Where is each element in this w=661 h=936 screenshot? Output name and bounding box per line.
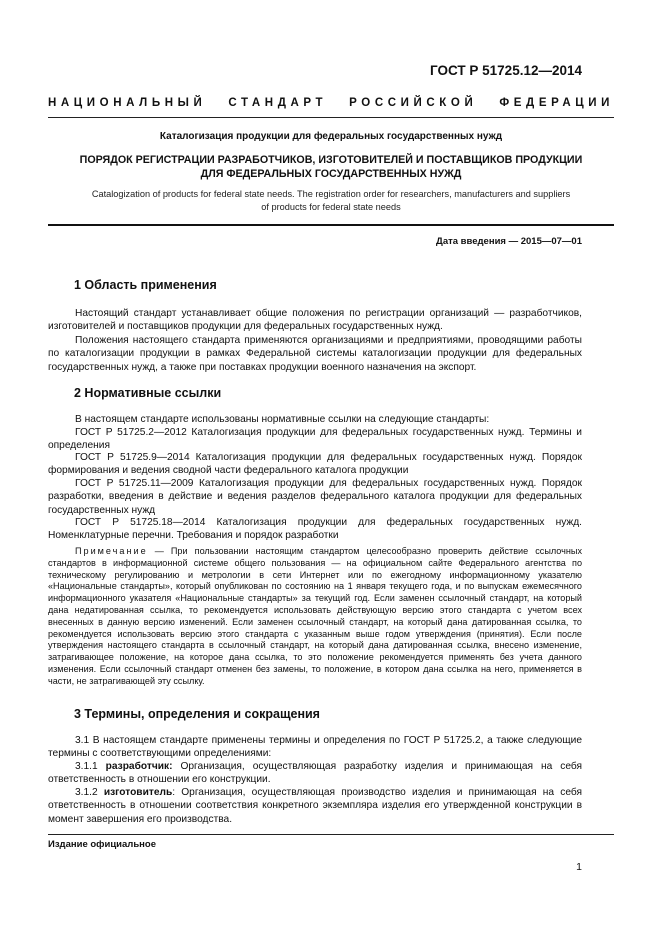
term-name-developer: разработчик: [105, 761, 173, 772]
section-1-para-1: Настоящий стандарт устанавливает общие положения по регистрации организаций — разработчиков, изготовителей и поставщиков продукции для федеральных государственных нужд. [48, 308, 582, 333]
section-2-intro: В настоящем стандарте использованы нормативные ссылки на следующие стандарты: [75, 414, 490, 425]
term-3-1-1: 3.1.1 разработчик: Организация, осуществляющая разработку изделия и принимающая на себя ответственность в отношении его конструкции. [48, 761, 583, 786]
standard-code: ГОСТ Р 51725.12—2014 [430, 63, 582, 78]
english-title-line-2: of products for federal state needs [261, 202, 401, 212]
section-1-para-2: Положения настоящего стандарта применяются организациями и предприятиями, проводящими работы по каталогизации продукции в рамках Федеральной системы каталогизации продукции для федеральных государственных нужд, а также при поставках продукции военного назначения на экспорт. [48, 335, 582, 373]
normative-ref-1: ГОСТ Р 51725.2—2012 Каталогизация продукции для федеральных государственных нужд. Термины и определения [48, 427, 582, 452]
footer-divider [48, 834, 614, 835]
note-label: Примечание [75, 546, 148, 556]
title-divider [48, 224, 614, 226]
document-subject: Каталогизация продукции для федеральных государственных нужд [159, 131, 503, 142]
title-line-1: ПОРЯДОК РЕГИСТРАЦИИ РАЗРАБОТЧИКОВ, ИЗГОТОВИТЕЛЕЙ И ПОСТАВЩИКОВ ПРОДУКЦИИ [79, 154, 583, 166]
page-number: 1 [576, 861, 582, 873]
normative-ref-3: ГОСТ Р 51725.11—2009 Каталогизация продукции для федеральных государственных нужд. Порядок разработки, введения в действие и ведения разделов федерального каталога продукции для федеральных государственных нужд [48, 478, 582, 516]
term-3-1-2: 3.1.2 изготовитель: Организация, осуществляющая производство изделия и принимающая на себя ответственность в отношении соответствия конкретного экземпляра изделия его утвержденной конструкции в момент завершения его производства. [48, 787, 582, 825]
section-1-heading: 1 Область применения [74, 278, 217, 292]
header-divider [48, 117, 614, 118]
national-standard-banner: НАЦИОНАЛЬНЫЙ СТАНДАРТ РОССИЙСКОЙ ФЕДЕРАЦИИ [48, 97, 614, 109]
document-title [48, 153, 614, 181]
section-2-heading: 2 Нормативные ссылки [74, 386, 222, 400]
introduction-date: Дата введения — 2015—07—01 [436, 236, 582, 247]
section-2-note [48, 546, 582, 688]
official-edition-label: Издание официальное [48, 839, 156, 850]
normative-ref-2: ГОСТ Р 51725.9—2014 Каталогизация продукции для федеральных государственных нужд. Порядок формирования и ведения сводной части федерального каталога продукции [48, 452, 582, 477]
section-3-para-3-1: 3.1 В настоящем стандарте применены термины и определения по ГОСТ Р 51725.2, а также следующие термины с соответствующими определениями: [48, 735, 582, 760]
term-name-manufacturer: изготовитель [103, 787, 173, 798]
normative-ref-4: ГОСТ Р 51725.18—2014 Каталогизация продукции для федеральных государственных нужд. Номенклатурные перечни. Требования и порядок разработки [48, 517, 582, 542]
title-line-2: ДЛЯ ФЕДЕРАЛЬНЫХ ГОСУДАРСТВЕННЫХ НУЖД [200, 168, 462, 180]
english-title [48, 188, 614, 214]
note-text: — При пользовании настоящим стандартом целесообразно проверить действие ссылочных стандартов в информационной системе общего пользования — на официальном сайте Федерального агентства по техническому регулированию и метрологии в сети Интернет или по ежегодному информационному указателю «Национальные стандарты», который опубликован по состоянию на 1 января текущего года, и по выпускам ежемесячного информационного указателя «Национальные стандарты» за текущий год. Если заменен ссылочный стандарт, на который дана недатированная ссылка, то рекомендуется использовать действующую версию этого стандарта с учетом всех внесенных в данную версию изменений. Если заменен ссылочный стандарт, на который дана датированная ссылка, то рекомендуется использовать версию этого стандарта с указанным выше годом утверждения (принятия). Если после утверждения настоящего стандарта в ссылочный стандарт, на который дана датированная ссылка, внесено изменение, затрагивающее положение, на которое дана ссылка, то это положение рекомендуется применять без учета данного изменения. Если ссылочный стандарт отменен без замены, то положение, в котором дана ссылка на него, применяется в части, не затрагивающей эту ссылку. [48, 546, 582, 686]
section-3-heading: 3 Термины, определения и сокращения [74, 707, 320, 721]
english-title-line-1: Catalogization of products for federal state needs. The registration order for researchers, manufacturers and suppliers [91, 189, 571, 199]
